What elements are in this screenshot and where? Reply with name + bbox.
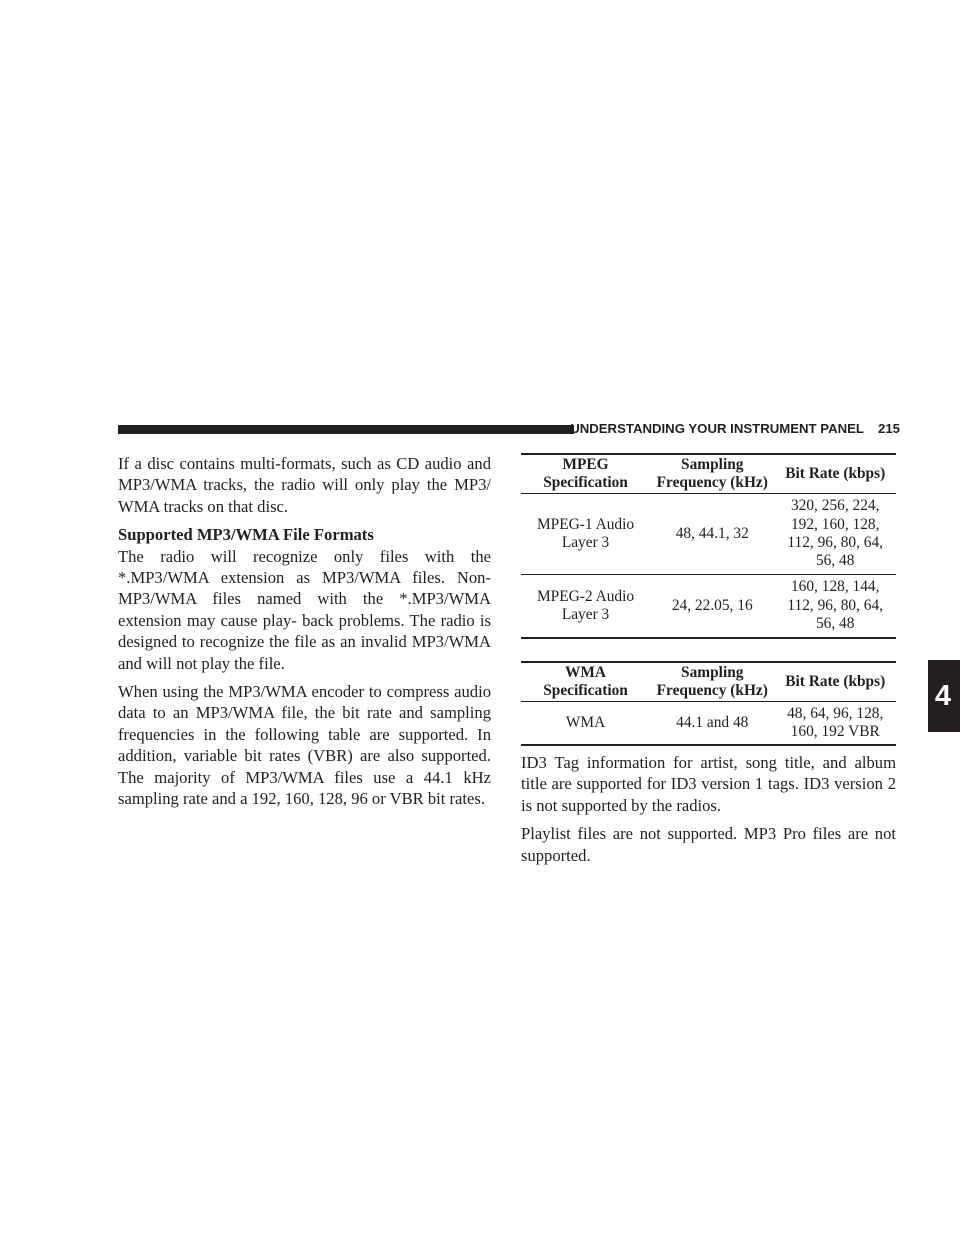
header-freq-line1: Sampling — [681, 663, 744, 681]
cell-frequency: 24, 22.05, 16 — [671, 596, 753, 614]
header-spec-line1: WMA — [565, 663, 607, 681]
bitrate-line: 192, 160, 128, — [790, 515, 880, 533]
bitrate-line: 48, 64, 96, 128, — [787, 704, 884, 722]
cell-specification: WMA — [565, 713, 606, 731]
cell-frequency: 44.1 and 48 — [676, 713, 749, 731]
chapter-tab — [928, 660, 960, 732]
wma-format-table — [521, 661, 896, 746]
spec-line1: MPEG-1 Audio — [537, 515, 635, 533]
spec-line2: Layer 3 — [561, 606, 610, 623]
mpeg-format-table — [521, 453, 896, 639]
header-specification — [521, 454, 650, 494]
cell-specification — [521, 575, 650, 639]
right-column — [521, 453, 896, 873]
header-freq-line2: Frequency (kHz) — [656, 682, 768, 699]
paragraph-multi-format: If a disc contains multi-formats, such as CD audio and MP3/WMA tracks, the radio will only play the MP3/ WMA tracks on that disc. — [118, 454, 491, 516]
header-spec-line2: Specification — [543, 474, 628, 491]
cell-frequency: 48, 44.1, 32 — [675, 524, 749, 542]
bitrate-line: 112, 96, 80, 64, — [787, 596, 884, 614]
header-freq-line1: Sampling — [681, 455, 744, 473]
spec-line2: Layer 3 — [561, 534, 610, 551]
bitrate-line: 112, 96, 80, 64, — [787, 534, 884, 551]
cell-bit-rate — [774, 494, 896, 575]
paragraph-file-extension: The radio will recognize only files with the *.MP3/WMA extension as MP3/WMA files. Non-MP3/WMA files named with the *.MP3/WMA extension may cause play- back problems. The radio is designed to recognize the file as an invalid MP3/WMA and will not play the file. — [118, 546, 491, 673]
bitrate-line: 56, 48 — [815, 552, 855, 570]
paragraph-encoder: When using the MP3/WMA encoder to compress audio data to an MP3/WMA file, the bit rate and sampling frequencies in the following table are supported. In addition, variable bit rates (VBR) are also supported. The majority of MP3/WMA files use a 44.1 kHz sampling rate and a 192, 160, 128, 96 or VBR bit rates. — [118, 682, 491, 809]
paragraph-id3-tags: ID3 Tag information for artist, song title, and album title are supported for ID3 version 1 tags. ID3 version 2 is not supported by the radios. — [521, 753, 896, 815]
running-header — [0, 420, 900, 438]
left-column — [118, 453, 491, 817]
header-sampling-frequency — [650, 454, 774, 494]
header-sampling-frequency — [650, 662, 774, 702]
header-bit-rate: Bit Rate (kbps) — [785, 464, 886, 482]
header-bit-rate: Bit Rate (kbps) — [785, 672, 886, 690]
cell-bit-rate — [774, 575, 896, 639]
table-header-row — [521, 454, 896, 494]
table-header-row — [521, 662, 896, 702]
table-row — [521, 702, 896, 746]
page-number: 215 — [877, 421, 900, 436]
table-row — [521, 575, 896, 639]
bitrate-line: 160, 192 VBR — [790, 723, 880, 740]
spec-line1: MPEG-2 Audio — [537, 587, 635, 605]
header-spec-line2: Specification — [543, 682, 628, 699]
bitrate-line: 160, 128, 144, — [790, 578, 880, 596]
cell-bit-rate — [774, 702, 896, 746]
section-title: UNDERSTANDING YOUR INSTRUMENT PANEL — [570, 421, 864, 436]
paragraph-playlist: Playlist files are not supported. MP3 Pro files are not supported. — [521, 824, 896, 865]
bitrate-line: 320, 256, 224, — [790, 497, 880, 515]
table-row — [521, 494, 896, 575]
subheading-supported-formats: Supported MP3/WMA File Formats — [118, 525, 374, 545]
header-specification — [521, 662, 650, 702]
bitrate-line: 56, 48 — [815, 615, 855, 633]
cell-specification — [521, 494, 650, 575]
chapter-number: 4 — [934, 680, 952, 712]
header-spec-line1: MPEG — [562, 455, 609, 473]
header-freq-line2: Frequency (kHz) — [656, 474, 768, 491]
